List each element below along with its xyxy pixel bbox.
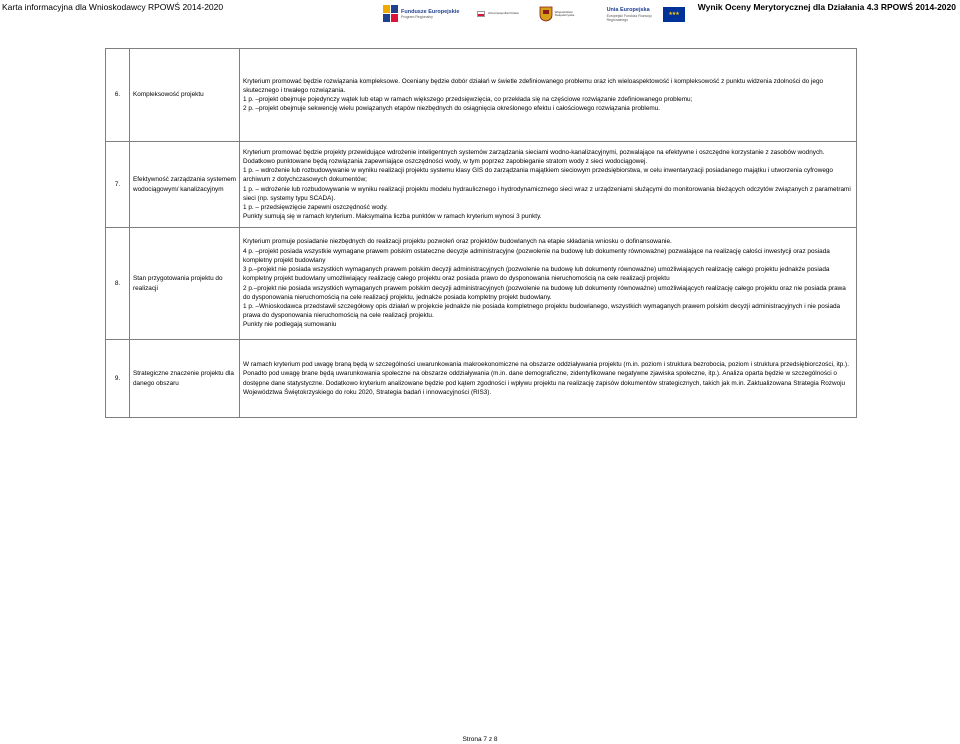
description-line: Punkty nie podlegają sumowaniu <box>243 321 337 329</box>
criterion-name: Efektywność zarządzania systemem wodociągowym/ kanalizacyjnym <box>130 142 240 228</box>
swietokrzyskie-logo-text: Województwo Świętokrzyskie <box>554 9 575 17</box>
description-line: 2 p.–projekt nie posiada wszystkich wymaganych prawem polskim decyzji administracyjnych (pozwolenie na budowę lub dokumenty równoważne) umożliwiających realizację całego projektu oraz nie posiada prawa do dysponowania nieruchomością na cele realizacji projektu, jednakże posiada kompletny projekt budowlany. <box>243 284 846 301</box>
row-number: 9. <box>106 340 130 418</box>
fe-logo-name: Fundusze Europejskie <box>401 9 460 15</box>
criteria-row-7 <box>106 142 857 228</box>
ue-logo-name: Unia Europejska <box>606 6 650 13</box>
description-line: 1 p. – wdrożenie lub rozbudowywanie w wyniku realizacji projektu modelu hydraulicznego i hydrodynamicznego sieci wraz z urządzeniami służącymi do monitorowania bieżących odczytów związanych z parametrami sieci (np. systemy typu SCADA). <box>243 185 851 202</box>
description-line: 3 p.–projekt nie posiada wszystkich wymaganych prawem polskim decyzji administracyjnych (pozwolenie na budowę lub dokumenty równoważne) umożliwiających realizację całego projektu jednakże posiada kompletny projekt budowlany umożliwiający realizację całego projektu oraz posiada prawo do dysponowania nieruchomością na cele realizacji projektu <box>243 266 830 283</box>
description-line: Kryterium promować będzie rozwiązania kompleksowe. Oceniany będzie dobór działań w świetle zdefiniowanego problemu oraz ich wieloaspektowość i kompleksowość z punktu widzenia zdolności do jego skutecznego i trwałego rozwiązania. <box>243 77 824 94</box>
logo-bar <box>383 4 685 24</box>
page-footer: Strona 7 z 8 <box>462 736 498 743</box>
criteria-table <box>105 48 857 418</box>
criteria-row-8 <box>106 228 857 340</box>
swietokrzyskie-crest-icon <box>539 6 553 22</box>
criterion-name: Strategiczne znaczenie projektu dla danego obszaru <box>130 340 240 418</box>
criterion-description <box>240 49 857 142</box>
polska-logo <box>477 11 518 17</box>
description-line: 1 p. – przedsięwzięcie zapewni oszczędność wody. <box>243 203 388 211</box>
criterion-name: Stan przygotowania projektu do realizacji <box>130 228 240 340</box>
criteria-row-9 <box>106 340 857 418</box>
description-line: W ramach kryterium pod uwagę braną będą w szczególności uwarunkowania makroekonomiczne na obszarze oddziaływania projektu (m.in. poziom i struktura bezrobocia, poziom i struktura przedsiębiorczości, itp.). Ponadto pod uwagę brane będą uwarunkowania społeczne na obszarze oddziaływania (m.in. dane demograficzne, zidentyfikowane negatywne zjawiska społeczne, itp.). Analiza oparta będzie w szczególności o dostępne dane statystyczne. Dodatkowo kryterium analizowane będzie pod kątem zgodności i wpływu projektu na realizację zapisów dokumentów strategicznych, takich jak m.in. Zaktualizowana Strategia Rozwoju Województwa Świętokrzyskiego do roku 2020, Strategia badań i innowacyjności (RIS3). <box>243 361 849 396</box>
ue-logo-sub: Europejski Fundusz Rozwoju Regionalnego <box>606 13 652 22</box>
description-line: 1 p. –projekt obejmuje pojedynczy wątek lub etap w ramach większego przedsięwzięcia, co przekłada się na częściowe rozwiązanie zdefiniowanego problemu; <box>243 96 693 103</box>
criterion-description <box>240 142 857 228</box>
description-line: Kryterium promuje posiadanie niezbędnych do realizacji projektu pozwoleń oraz projektów budowlanych na etapie składania wniosku o dofinansowanie. <box>243 238 672 246</box>
description-line: 1 p. – wdrożenie lub rozbudowywanie w wyniku realizacji projektu systemu klasy GIS do zarządzania majątkiem sieciowym przedsiębiorstwa, w celu inwentaryzacji posiadanego majątku i utworzenia cyfrowego archiwum z dotychczasowych dokumentów; <box>243 167 833 184</box>
description-line: Punkty sumują się w ramach kryterium. Maksymalna liczba punktów w ramach kryterium wynosi 3 punkty. <box>243 213 542 221</box>
criteria-row-6 <box>106 49 857 142</box>
fundusze-europejskie-logo <box>383 5 459 23</box>
row-number: 6. <box>106 49 130 142</box>
criterion-description <box>240 340 857 418</box>
row-number: 7. <box>106 142 130 228</box>
polska-logo-text: Rzeczpospolita Polska <box>488 11 519 16</box>
unia-europejska-logo <box>607 7 657 22</box>
description-line: Kryterium promować będzie projekty przewidujące wdrożenie inteligentnych systemów zarządzania sieciami wodno-kanalizacyjnymi, pozwalające na efektywne i oszczędne korzystanie z zasobów wodnych. Dodatkowo punktowane będą rozwiązania zapewniające oszczędności wody, w tym poprzez zapobieganie stratom wody z sieci wodociągowej. <box>243 148 825 165</box>
criterion-name: Kompleksowość projektu <box>130 49 240 142</box>
description-line: 2 p. –projekt obejmuje sekwencję wielu powiązanych etapów niezbędnych do osiągnięcia określonego efektu i całościowego rozwiązania problemu. <box>243 105 661 113</box>
header-left-title: Karta informacyjna dla Wnioskodawcy RPOWŚ 2014-2020 <box>2 2 224 12</box>
description-line: 4 p. –projekt posiada wszystkie wymagane prawem polskim ostateczne decyzje administracyjne (pozwolenie na budowę lub dokumenty równoważne) pozwalające na realizację całości inwestycji oraz posiada kompletny projekt budowlany <box>243 247 830 264</box>
criterion-description <box>240 228 857 340</box>
fe-mark-icon <box>383 5 399 23</box>
row-number: 8. <box>106 228 130 340</box>
fe-logo-sub: Program Regionalny <box>401 15 433 19</box>
header-right-title: Wynik Oceny Merytorycznej dla Działania 4.3 RPOWŚ 2014-2020 <box>697 2 956 12</box>
description-line: 1 p. –Wnioskodawca przedstawił szczegółowy opis działań w projekcie jednakże nie posiada kompletnego projektu budowlanego, wszystkich wymaganych prawem polskim decyzji administracyjnych i nie posiada prawa do dysponowania nieruchomością na cele realizacji projektu. <box>243 302 841 320</box>
polish-flag-icon <box>477 11 485 17</box>
eu-flag-icon: ★★★ <box>663 7 685 22</box>
